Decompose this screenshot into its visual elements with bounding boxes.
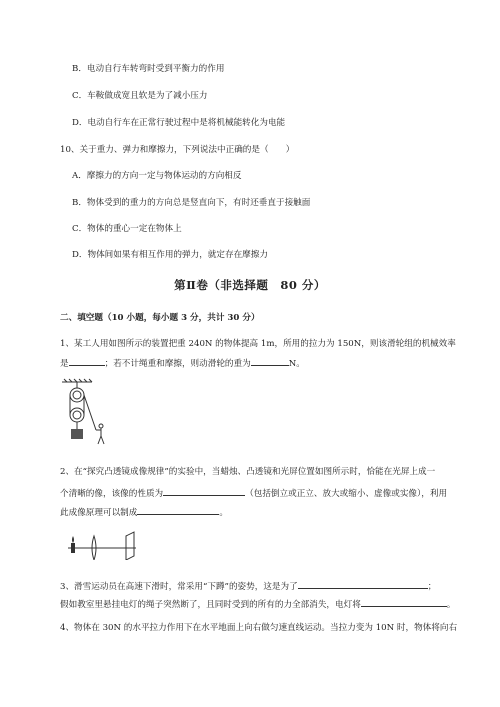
q3-line2-prefix: 假如教室里悬挂电灯的绳子突然断了，且同时受到的所有的力全部消失，电灯将 [60,600,361,610]
q2-line3-prefix: 此成像原理可以制成 [60,508,138,518]
q2-line1: 2、在“探究凸透镜成像规律”的实验中，当蜡烛、凸透镜和光屏位置如图所示时，恰能在光屏上成一 [60,467,436,477]
q2-blank-image-property[interactable] [163,486,245,496]
q1-line2 [60,356,305,370]
q3-blank-purpose[interactable] [298,579,428,589]
q2-line2 [60,486,447,500]
q3-line1-prefix: 3、滑雪运动员在高速下滑时，常采用“下蹲”的姿势，这是为了 [60,582,298,592]
q3-line2 [60,597,455,611]
q1-line1: 1、某工人用如图所示的装置把重 240N 的物体提高 1m，所用的拉力为 150N，则该滑轮组的机械效率 [60,339,456,349]
q1-line2-prefix: 是 [60,359,69,369]
q4-line1: 4、物体在 30N 的水平拉力作用下在水平地面上向右做匀速直线运动。当拉力变为 10N 时，物体将向右 [60,623,458,633]
q10-option-d: D．物体间如果有相互作用的弹力，就定存在摩擦力 [72,250,268,260]
q2-line3-suffix: 。 [219,508,228,518]
q10-option-a: A．摩擦力的方向一定与物体运动的方向相反 [72,171,242,181]
q1-line2-middle: ；若不计绳重和摩擦，则动滑轮的重为 [104,359,251,369]
q9-option-b: B．电动自行车转弯时受到平衡力的作用 [72,64,225,74]
q2-blank-application[interactable] [137,505,219,515]
q3-line1 [60,579,436,593]
q10-option-c: C．物体的重心一定在物体上 [72,224,182,234]
q1-blank-pulley-weight[interactable] [251,356,289,366]
lens-diagram [64,530,144,560]
q2-line2-prefix: 个清晰的像，该像的性质为 [60,489,164,499]
q10-option-b: B．物体受到的重力的方向总是竖直向下，有时还垂直于接触面 [72,198,311,208]
q2-line3 [60,505,228,519]
q3-blank-lamp-state[interactable] [361,597,447,607]
section-subtitle: 二、填空题（10 小题，每小题 3 分，共计 30 分） [60,313,260,323]
q9-option-d: D．电动自行车在正常行驶过程中是将机械能转化为电能 [72,118,286,128]
q10-stem: 10、关于重力、弹力和摩擦力，下列说法中正确的是（ ） [60,145,295,155]
q1-blank-efficiency[interactable] [69,356,105,366]
q3-line2-suffix: 。 [446,600,456,610]
q9-option-c: C．车鞍做成宽且软是为了减小压力 [72,91,208,101]
section-title: 第Ⅱ卷（非选择题 80 分） [174,278,326,292]
q3-line1-suffix: ； [427,582,437,592]
pulley-diagram [60,378,120,448]
q1-line2-suffix: N。 [288,359,305,369]
q2-line2-suffix: （包括倒立或正立、放大或缩小、虚像或实像），利用 [245,489,448,499]
